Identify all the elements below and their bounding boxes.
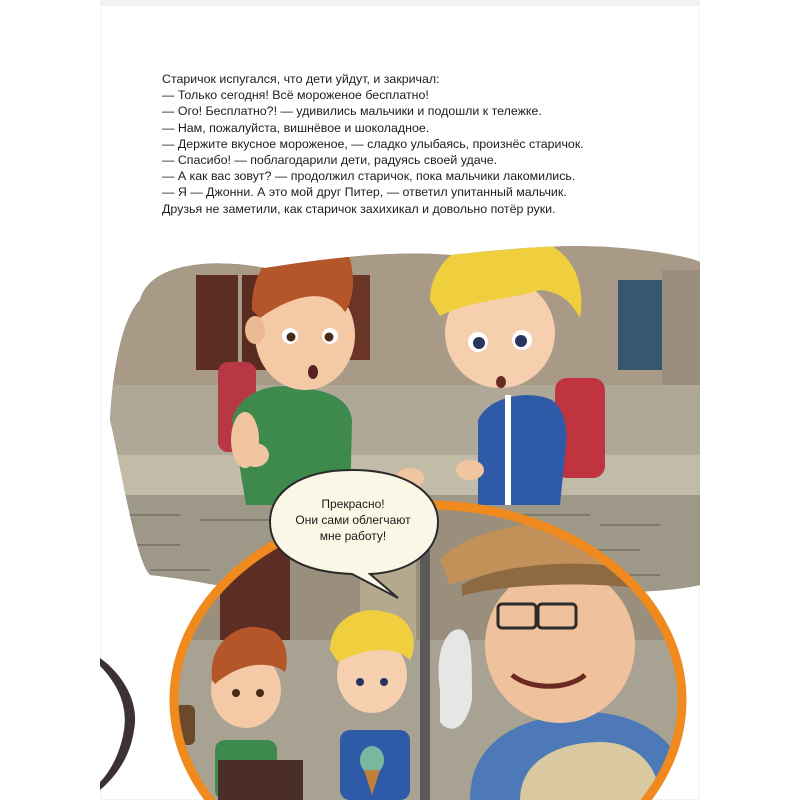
bubble-line: мне работу! (319, 529, 387, 543)
story-line: — Держите вкусное мороженое, — сладко улыбаясь, произнёс старичок. (162, 136, 584, 151)
story-line: Старичок испугался, что дети уйдут, и закричал: (162, 72, 440, 86)
bubble-line: Прекрасно! (321, 497, 385, 511)
story-line: — А как вас зовут? — продолжил старичок, пока мальчики лакомились. (162, 169, 576, 184)
story-line: — Только сегодня! Всё мороженое бесплатно! (162, 88, 429, 103)
story-line: — Спасибо! — поблагодарили дети, радуясь своей удаче. (162, 153, 498, 168)
story-line: Друзья не заметили, как старичок захихикал и довольно потёр руки. (162, 201, 556, 216)
story-line: — Нам, пожалуйста, вишнёвое и шоколадное. (162, 120, 430, 135)
story-line: — Ого! Бесплатно?! — удивились мальчики и подошли к тележке. (162, 104, 542, 119)
bubble-line: Они сами облегчают (295, 513, 411, 527)
speech-bubble-text (287, 496, 419, 544)
story-line: — Я — Джонни. А это мой друг Питер, — ответил упитанный мальчик. (162, 185, 567, 200)
